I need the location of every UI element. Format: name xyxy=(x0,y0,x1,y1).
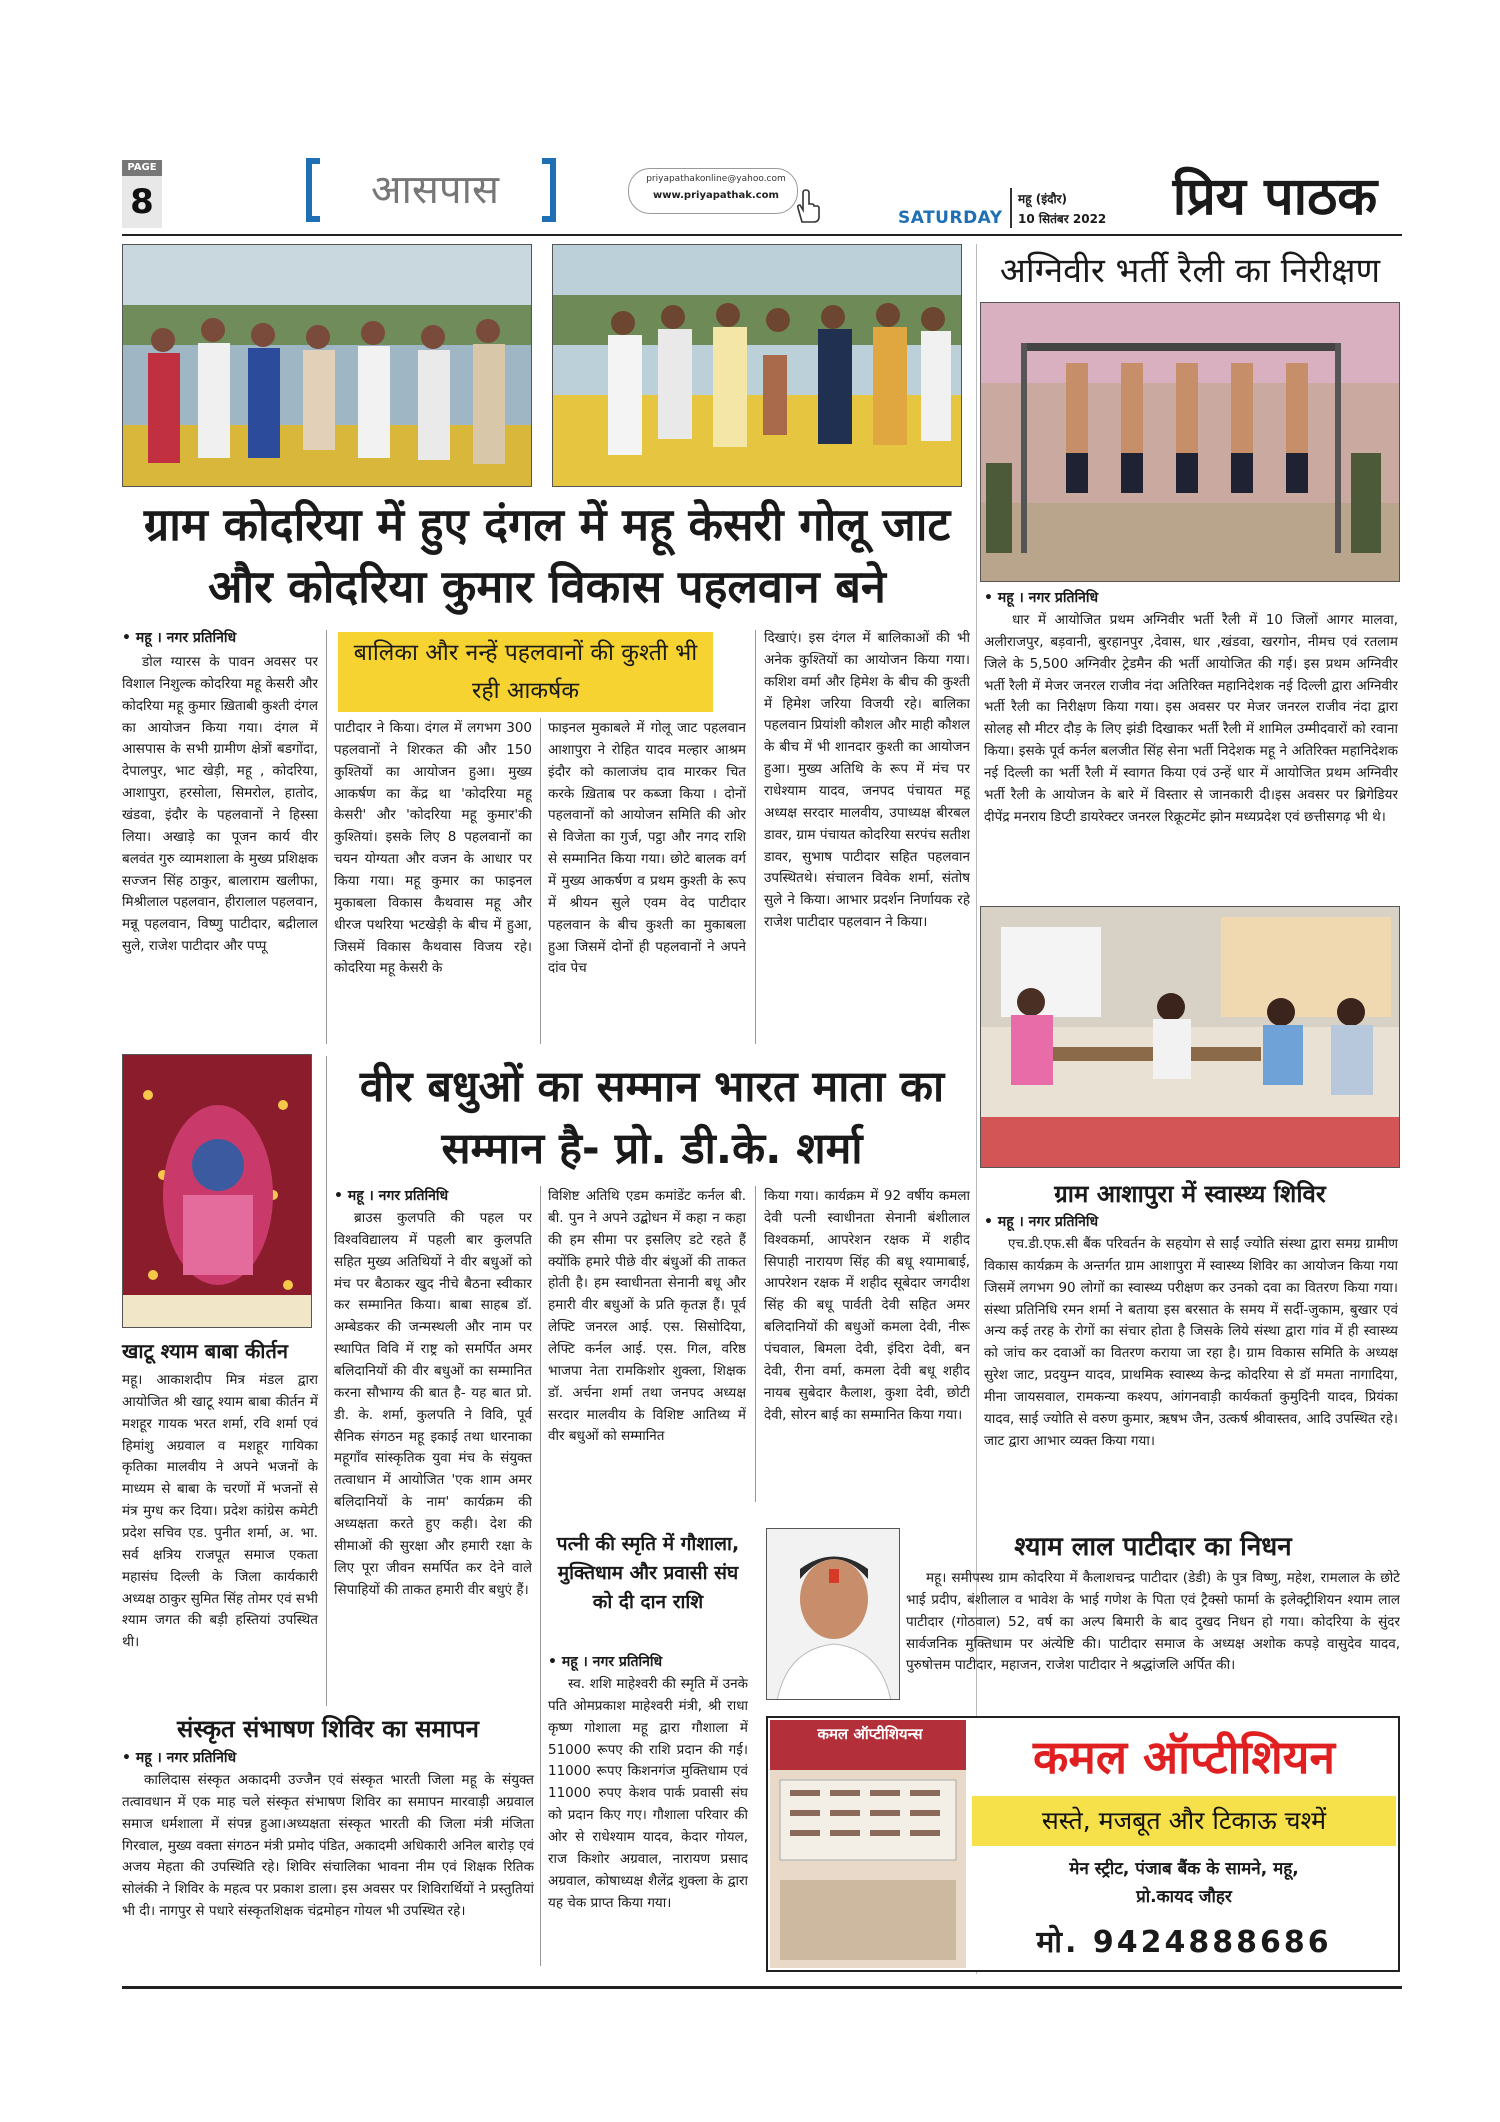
dangal-col-3: फाइनल मुकाबले में गोलू जाट पहलवान आशापुरा ने रोहित यादव मल्हार आश्रम इंदौर को कालाजंघ दाव मारकर चित करके ख़िताब पर कब्जा किया । दोनों पहलवानों को आयोजन समिति की ओर से विजेता का गुर्ज, पट्ठा और नगद राशि से सम्मानित किया गया। छोटे बालक वर्ग में मुख्य आकर्षण व प्रथम कुश्ती के रूप में श्रीयन सुले एवम वेद पाटीदार पहलवान के बीच कुश्ती का मुकाबला हुआ जिसमें दोनों ही पहलवानों ने अपने दांव पेच xyxy=(548,720,746,977)
veer-headline: वीर बधुओं का सम्मान भारत माता का सम्मान है- प्रो. डी.के. शर्मा xyxy=(359,1062,945,1174)
optician-title: कमल ऑप्टीशियन xyxy=(1033,1730,1335,1784)
place-label: महू (इंदौर) xyxy=(1018,192,1067,206)
obituary-body: महू। समीपस्थ ग्राम कोदरिया में कैलाशचन्द्र पाटीदार (डेडी) के पुत्र विष्णु, महेश, रामलाल के छोटे भाई प्रदीप, बंशीलाल व भावेश के भाई गणेश के पिता एवं ट्रैक्सो फार्मा के इलेक्ट्रीशियन श्याम लाल पाटीदार (गोठवाल) 52, वर्ष का अल्प बिमारी के बाद दुखद निधन हो गया। कोदरिया के सुंदर सार्वजनिक मुक्तिधाम पर अंत्येष्टि की। पाटीदार समाज के अध्यक्ष अशोक कपड़े वासुदेव यादव, पुरुषोत्तम पाटीदार, महाजन, राजेश पाटीदार ने श्रद्धांजलि अर्पित की। xyxy=(906,1570,1400,1674)
gaushala-byline: • महू । नगर प्रतिनिधि xyxy=(548,1654,663,1670)
optician-phone[interactable]: मो. 9424888686 xyxy=(1036,1925,1332,1960)
bottom-rule xyxy=(122,1986,1402,1989)
khatu-headline: खाटू श्याम बाबा कीर्तन xyxy=(122,1339,288,1363)
agniveer-photo xyxy=(980,302,1400,582)
sanskrit-headline: संस्कृत संभाषण शिविर का समापन xyxy=(177,1715,479,1743)
veer-col-1: ब्राउस कुलपति की पहल पर विश्वविद्यालय में पहली बार कुलपति सहित मुख्य अतिथियों ने वीर बधुओं को मंच पर बैठाकर खुद नीचे बैठना स्वीकार कर सम्मानित किया। बाबा साहब डॉ. अम्बेडकर की जन्मस्थली और नाम पर स्थापित विवि में राष्ट्र को समर्पित अमर बलिदानियों की वीर बधुओं का सम्मानित करना सौभाग्य की बात है- यह बात प्रो. डी. के. शर्मा, कुलपति ने विवि, पूर्व सैनिक संगठन महू इकाई तथा धारनाका महूगाँव सांस्कृतिक युवा मंच के संयुक्त तत्वाधान में आयोजित 'एक शाम अमर बलिदानियों के नाम' कार्यक्रम की अध्यक्षता करते हुए कही। देश की सीमाओं की सुरक्षा और हमारी रक्षा के लिए पूरा जीवन समर्पित कर देने वाले सिपाहियों की ताकत हमारी वीर बधुएं हैं। xyxy=(334,1210,532,1598)
column-divider xyxy=(755,1186,756,1502)
page-label: PAGE xyxy=(122,160,162,176)
optician-shop-sign: कमल ऑप्टीशियन्स xyxy=(817,1725,923,1743)
health-headline: ग्राम आशापुरा में स्वास्थ्य शिविर xyxy=(1054,1180,1326,1208)
gaushala-headline: पत्नी की स्मृति में गौशाला, मुक्तिधाम और प्रवासी संघ को दी दान राशि xyxy=(556,1533,740,1613)
masthead-logo: प्रिय पाठक xyxy=(1172,167,1378,227)
column-divider xyxy=(755,630,756,1044)
dangal-col-2: पाटीदार ने किया। दंगल में लगभग 300 पहलवानों ने शिरकत की और 150 कुश्तियों का आयोजन हुआ। मुख्य आकर्षण का केंद्र था 'कोदरिया महू केसरी' और 'कोदरिया महू कुमार'की कुश्तियां। इसके लिए 8 पहलवानों का चयन योग्यता और वजन के आधार पर किया गया। महू कुमार का फाइनल मुकाबला विकास कैथवास महू और धीरज पथरिया भटखेड़ी के बीच में हुआ, जिसमें विकास कैथवास विजय रहे। कोदरिया महू केसरी के xyxy=(334,720,532,977)
column-divider xyxy=(326,630,327,1044)
masthead-rule xyxy=(122,234,1402,236)
optician-tagline: सस्ते, मजबूत और टिकाऊ चश्में xyxy=(1041,1806,1327,1835)
veer-col-2: विशिष्ट अतिथि एडम कमांडेंट कर्नल बी. बी. पुन ने अपने उद्बोधन में कहा न कहा की हम सीमा पर इसलिए डटे रहते हैं क्योंकि हमारे पीछे वीर बंधुओं की ताकत होती है। हम स्वाधीनता सेनानी बधू और हमारी वीर बधुओं के प्रति कृतज्ञ हैं। पूर्व लेफ्टि जनरल आई. एस. सिसोदिया, लेफ्टि कर्नल आई. एस. गिल, वरिष्ठ भाजपा नेता रामकिशोर शुक्ला, शिक्षक डॉ. अर्चना शर्मा तथा जनपद अध्यक्ष सरदार मालवीय के विशिष्ट आतिथ्य में वीर बधुओं को सम्मानित xyxy=(548,1188,746,1445)
day-label: SATURDAY xyxy=(898,208,1003,228)
dangal-subhead: बालिका और नन्हें पहलवानों की कुश्ती भी रही आकर्षक xyxy=(353,640,698,704)
date-label: 10 सितंबर 2022 xyxy=(1018,212,1107,226)
agniveer-body: धार में आयोजित प्रथम अग्निवीर भर्ती रैली में 10 जिलों आगर मालवा, अलीराजपुर, बड़वानी, बुरहानपुर ,देवास, धार ,खंडवा, खरगोन, नीमच एवं रतलाम जिले के 5,500 अग्निवीर ट्रेडमैन की भर्ती आयोजित की गई। इस प्रथम अग्निवीर भर्ती रैली में मेजर जनरल राजीव नंदा अतिरिक्त महानिदेशक नई दिल्ली द्वारा अग्निवीर भर्ती रैली का निरीक्षण किया गया। इस अवसर पर मेजर जनरल राजीव नंदा द्वारा सोलह सौ मीटर दौड़ के लिए झंडी दिखाकर भर्ती रैली में शामिल उम्मीदवारों को रवाना किया। इसके पूर्व कर्नल बलजीत सिंह सेना भर्ती निदेशक महू ने अतिरिक्त महानिदेशक नई दिल्ली का भर्ती रैली में स्वागत किया एवं उन्हें धार में आयोजित प्रथम अग्निवीर भर्ती रैली के आयोजन के बारे में विस्तार से जानकारी दी।इस अवसर पर ब्रिगेडियर दीपेंद्र मनराय डिप्टी डायरेक्टर जनरल रिक्रूटमेंट झोन मध्यप्रदेश एवं छत्तीसगढ़ भी थे। xyxy=(984,612,1398,825)
page-badge xyxy=(122,160,162,228)
obituary-portrait xyxy=(766,1528,900,1700)
veer-byline: • महू । नगर प्रतिनिधि xyxy=(334,1188,449,1204)
page-number: 8 xyxy=(122,176,162,228)
email-text: priyapathakonline@yahoo.com xyxy=(646,174,786,184)
column-divider xyxy=(540,1186,541,1966)
section-title: आसपास xyxy=(370,167,500,213)
agniveer-headline: अग्निवीर भर्ती रैली का निरीक्षण xyxy=(999,251,1381,291)
health-camp-photo xyxy=(980,906,1400,1168)
optician-address: मेन स्ट्रीट, पंजाब बैंक के सामने, महू, xyxy=(1069,1859,1299,1879)
section-bracket-left xyxy=(306,158,320,222)
pointer-hand-icon xyxy=(792,188,824,224)
section-bracket-right xyxy=(542,158,556,222)
dangal-col-4: दिखाएं। इस दंगल में बालिकाओं की भी अनेक कुश्तियों का आयोजन किया गया। कशिश वर्मा और हिमेश के बीच की कुश्ती में हिमेश जरिया विजयी रहे। बालिका पहलवान प्रियांशी कौशल और माही कौशल के बीच में भी शानदार कुश्ती का आयोजन हुआ। मुख्य अतिथि के रूप में मंच पर राधेश्याम यादव, जनपद पंचायत महू अध्यक्ष सरदार मालवीय, उपाध्यक्ष बीरबल डावर, ग्राम पंचायत कोदरिया सरपंच सतीश डावर, सुभाष पाटीदार सहित पहलवान उपस्थितथे। संचालन विवेक शर्मा, संतोष सुले ने किया। आभार प्रदर्शन निर्णायक रहे राजेश पाटीदार पहलवान ने किया। xyxy=(764,630,970,931)
veer-col-3: किया गया। कार्यक्रम में 92 वर्षीय कमला देवी पत्नी स्वाधीनता सेनानी बंशीलाल विश्वकर्मा, आपरेशन रक्षक में शहीद सिपाही नारायण सिंह की बधू श्यामाबाई, आपरेशन रक्षक में शहीद सूबेदार जगदीश सिंह की बधू पार्वती देवी सहित अमर बलिदानियों की बधुओं कमला देवी, नीरू पंचवाल, बिमला देवी, इंदिरा देवी, बन देवी, रीना वर्मा, कमला देवी बधू शहीद नायब सुबेदार कैलाश, कुशा देवी, छोटी देवी, सोरन बाई का सम्मानित किया गया। xyxy=(764,1188,970,1423)
dangal-byline: • महू । नगर प्रतिनिधि xyxy=(122,630,237,646)
obituary-headline: श्याम लाल पाटीदार का निधन xyxy=(1014,1532,1292,1562)
website-link[interactable]: www.priyapathak.com xyxy=(653,190,779,201)
agniveer-byline: • महू । नगर प्रतिनिधि xyxy=(984,590,1099,606)
khatu-body: महू। आकाशदीप मित्र मंडल द्वारा आयोजित श्री खाटू श्याम बाबा कीर्तन में मशहूर गायक भरत शर्मा, रवि शर्मा एवं हिमांशु अग्रवाल व मशहूर गायिका कृतिका मालवीय ने अपने भजनों के माध्यम से बाबा के चरणों में भजनों से मंत्र मुग्ध कर दिया। प्रदेश कांग्रेस कमेटी प्रदेश सचिव एड. पुनीत शर्मा, अ. भा. सर्व क्षत्रिय राजपूत समाज एकता महासंघ दिल्ली के जिला कार्यकारी अध्यक्ष ठाकुर सुमित सिंह तोमर एवं सभी श्याम जगत की बड़ी हस्तियां उपस्थित थी। xyxy=(122,1372,318,1651)
dangal-col-1: डोल ग्यारस के पावन अवसर पर विशाल निशुल्क कोदरिया महू केसरी और कोदरिया महू कुमार ख़िताबी कुश्ती दंगल का आयोजन किया गया। दंगल में आसपास के सभी ग्रामीण क्षेत्रों बडगोंदा, देपालपुर, भाट खेड़ी, महू , कोदरिया, आशापुरा, हरसोला, सिमरोल, हातोद, खंडवा, इंदौर के पहलवानों ने हिस्सा लिया। अखाड़े का पूजन कार्य वीर बलवंत गुरु व्यामशाला के मुख्य प्रशिक्षक सज्जन सिंह ठाकुर, बालाराम खलीफा, मिश्रीलाल पहलवान, हीरालाल पहलवान, मन्नू पहलवान, विष्णु पाटीदार, बद्रीलाल सुले, राजेश पाटीदार और पप्पू xyxy=(122,654,318,955)
column-divider xyxy=(326,1056,327,1706)
dangal-photo-1 xyxy=(122,244,532,487)
column-divider xyxy=(540,718,541,1044)
gaushala-body: स्व. शशि माहेश्वरी की स्मृति में उनके पति ओमप्रकाश माहेश्वरी मंत्री, श्री राधा कृष्ण गोशाला महू द्वारा गौशाला में 51000 रूपए की राशि प्रदान की गई। 11000 रूपए किशनगंज मुक्तिधाम एवं 11000 रुपए केशव पार्क प्रवासी संघ को प्रदान किए गए। गौशाला परिवार की ओर से राधेश्याम यादव, केदार गोयल, राज किशोर अग्रवाल, नारायण प्रसाद अग्रवाल, कोषाध्यक्ष शैलेंद्र शुक्ला के द्वारा यह चेक प्राप्त किया गया। xyxy=(548,1676,748,1911)
khatu-shyam-photo xyxy=(122,1054,312,1328)
column-divider xyxy=(976,244,977,1974)
optician-shop-photo xyxy=(770,1720,966,1968)
health-body: एच.डी.एफ.सी बैंक परिवर्तन के सहयोग से साईं ज्योति संस्था द्वारा समग्र ग्रामीण विकास कार्यक्रम के अन्तर्गत ग्राम आशापुरा में स्वास्थ्य शिविर का आयोजन किया गया जिसमें लगभग 90 लोगों का स्वास्थ्य परीक्षण कर उनको दवा का वितरण किया गया। संस्था प्रतिनिधि रमन शर्मा ने बताया इस बरसात के समय में सर्दी-जुकाम, बुखार एवं अन्य कई तरह के रोगों का संचार होता है जिसके लिये संस्था द्वारा गांव में ही स्वास्थ्य को जांच कर दवाओं का वितरण कराया जा रहा है। ग्राम विकास समिति के अध्यक्ष सुरेश जाट, प्रदयुम्न यादव, प्राथमिक स्वास्थ्य केन्द्र कोदरिया से डॉ ममता नागादिया, मीना जायसवाल, रामकन्या कश्यप, आंगनवाड़ी कार्यकर्ता कुमुदिनी यादव, प्रियंका यादव, साई ज्योति से वरुण कुमार, ऋषभ जैन, उत्कर्ष श्रीवास्तव, आदि उपस्थित रहे। जाट द्वारा आभार व्यक्त किया गया। xyxy=(984,1236,1398,1449)
dangal-headline: ग्राम कोदरिया में हुए दंगल में महू केसरी गोलू जाट और कोदरिया कुमार विकास पहलवान बने xyxy=(143,498,951,613)
optician-proprietor: प्रो.कायद जौहर xyxy=(1136,1887,1232,1907)
sanskrit-body: कालिदास संस्कृत अकादमी उज्जैन एवं संस्कृत भारती जिला महू के संयुक्त तत्वावधान में एक माह चले संस्कृत संभाषण शिविर का समापन मारवाड़ी अग्रवाल समाज धर्मशाला में संपन्न हुआ।अध्यक्षता संस्कृत भारती की जिला मंत्री मंजिता गिरवाल, मुख्य वक्ता संगठन मंत्री प्रमोद पंडित, अकादमी अधिकारी अनिल बारोड़ एवं अजय मेहता की उपस्थिति रहे। शिविर संचालिका भावना नीम एवं शिक्षक रितिक सोलंकी ने शिविर के महत्व पर प्रकाश डाला। इस अवसर पर शिविरार्थियों ने प्रस्तुतियां भी दी। नागपुर से पधारे संस्कृतशिक्षक चंद्रमोहन गोयल भी उपस्थित रहे। xyxy=(122,1772,534,1920)
health-byline: • महू । नगर प्रतिनिधि xyxy=(984,1214,1099,1230)
dangal-photo-2 xyxy=(552,244,962,487)
header-divider xyxy=(1010,188,1012,228)
sanskrit-byline: • महू । नगर प्रतिनिधि xyxy=(122,1750,237,1766)
